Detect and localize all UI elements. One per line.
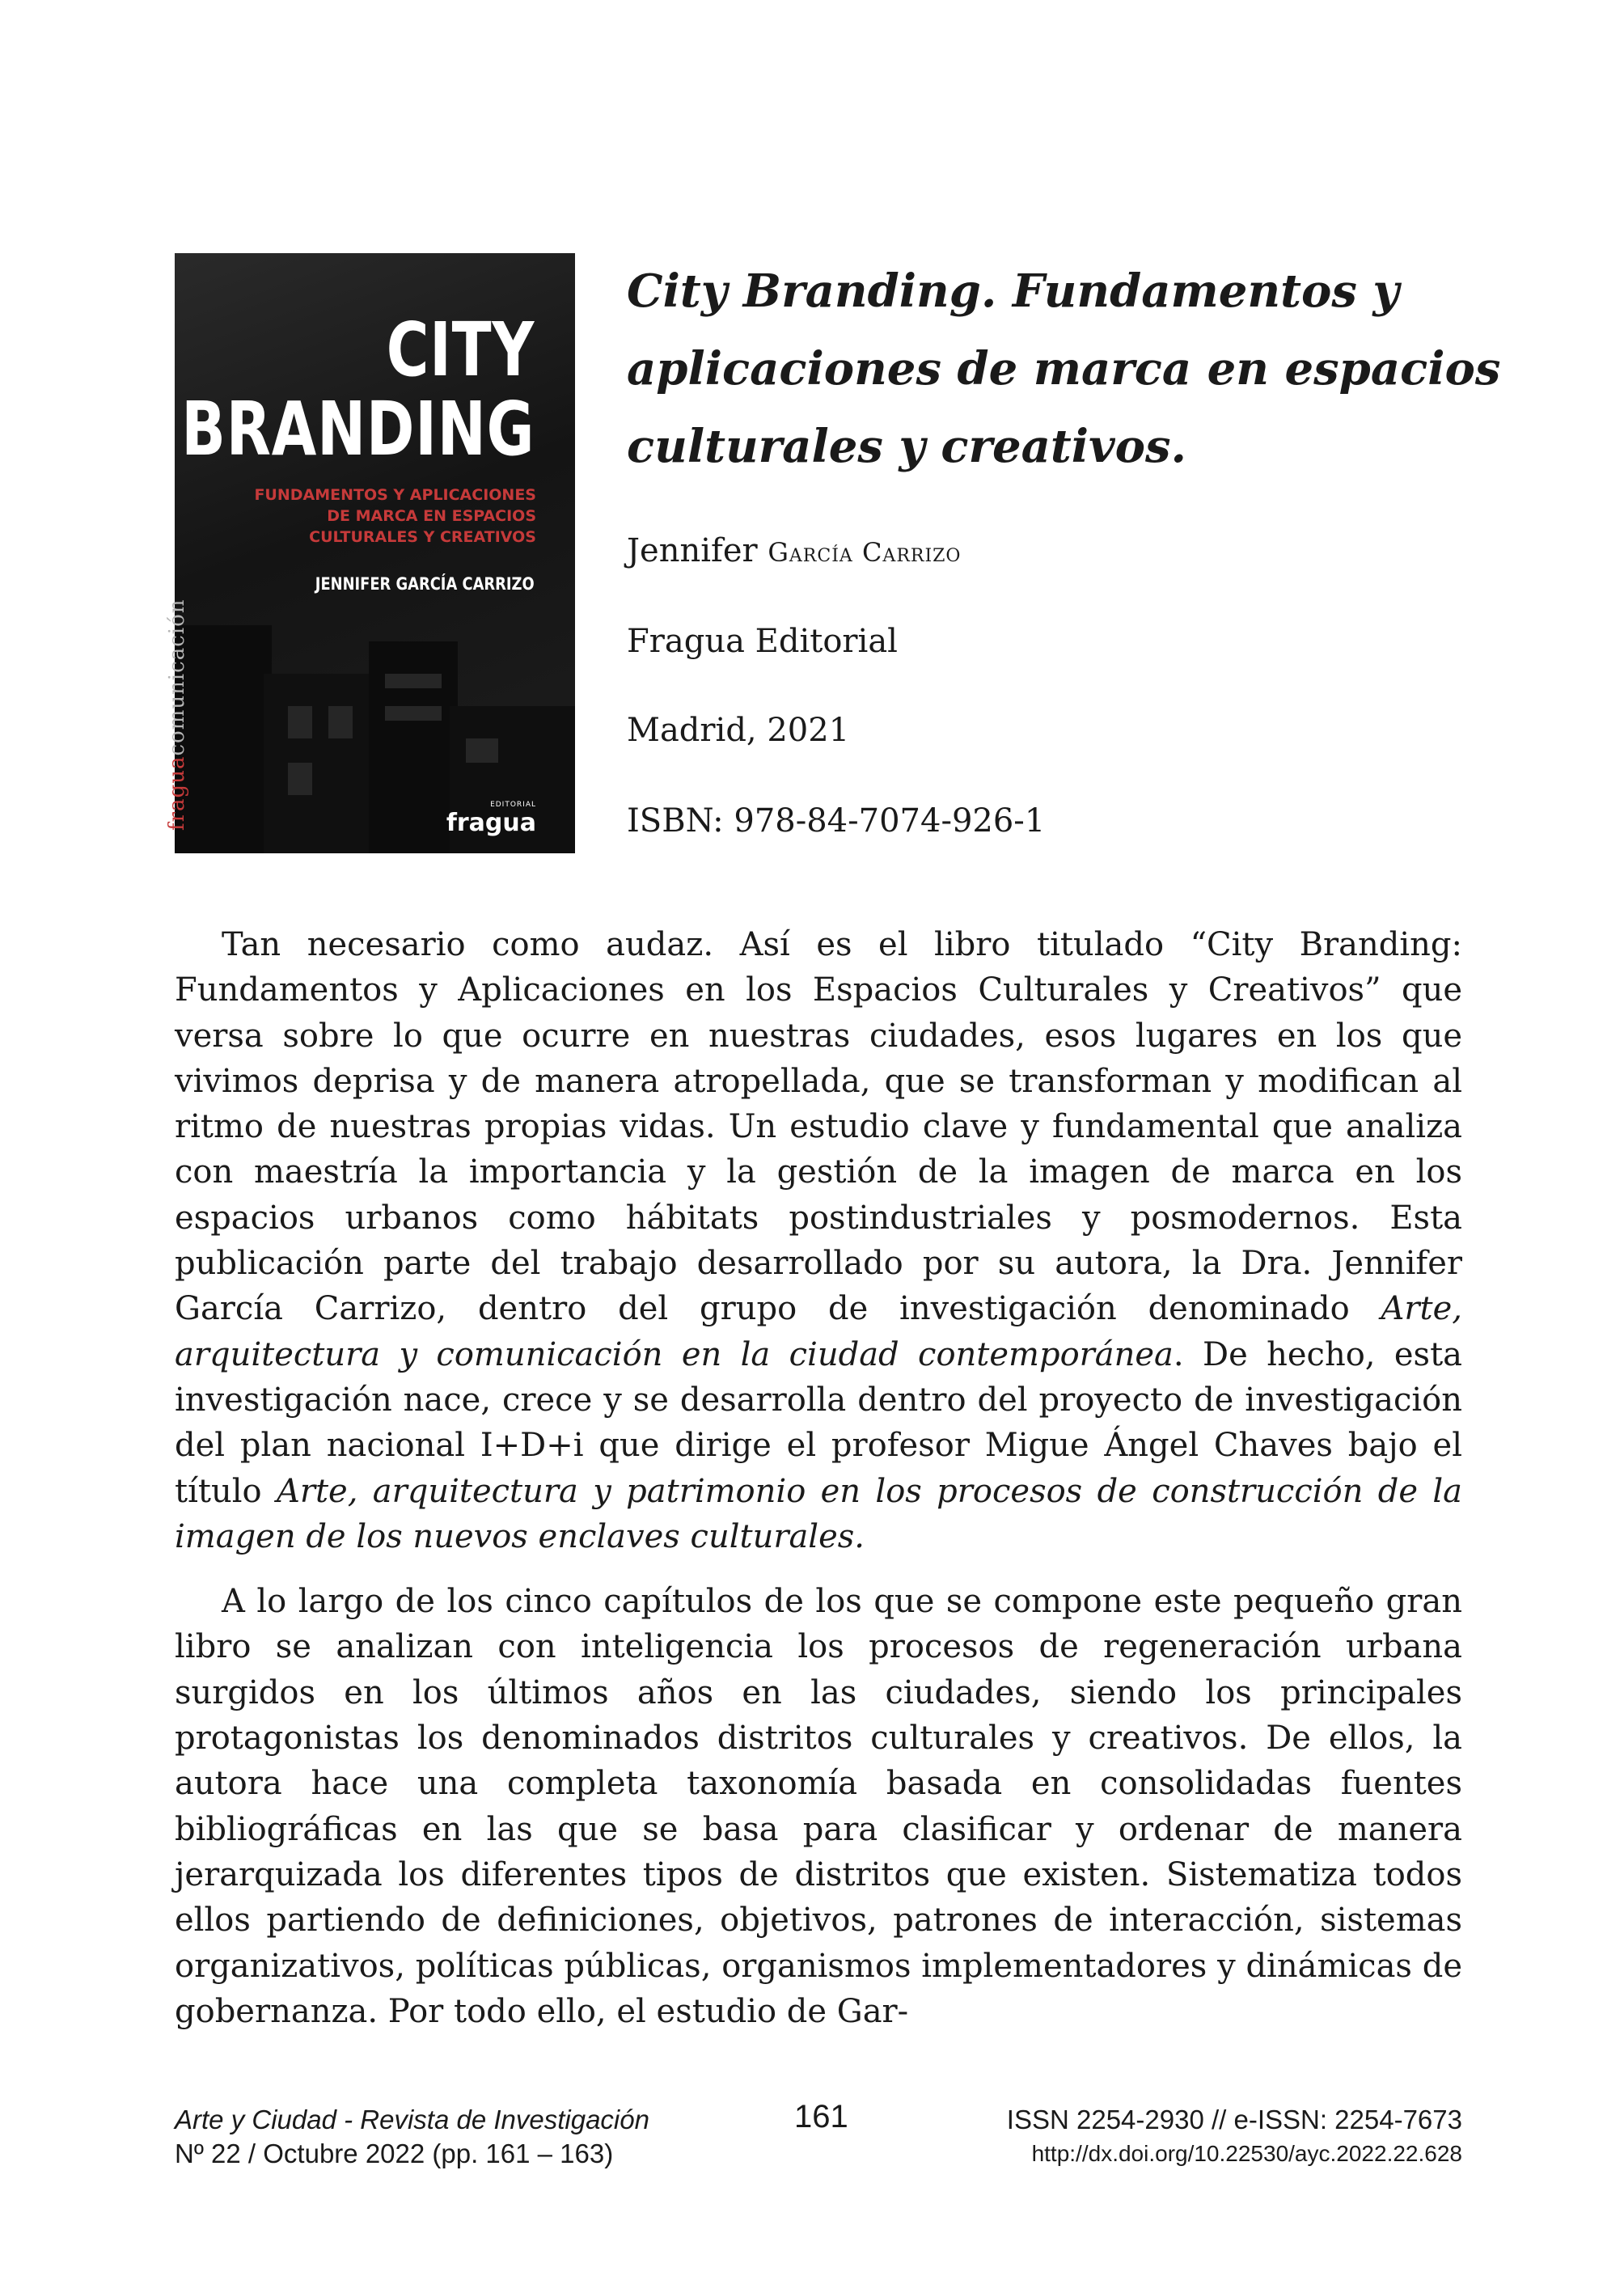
- journal-name: Arte y Ciudad - Revista de Investigación: [175, 2105, 649, 2134]
- page-number: 161: [794, 2099, 848, 2134]
- journal-issn: ISSN 2254-2930 // e-ISSN: 2254-7673: [1006, 2105, 1462, 2134]
- book-title: City Branding. Fundamentos y aplicaciones de marca en espacios culturales y creativos.: [627, 264, 1501, 473]
- paragraph-1: Tan necesario como audaz. Así es el libro titulado “City Branding: Fundamentos y Aplicaciones en los Espacios Culturales y Creativos” que versa sobre lo que ocurre en nuestras ciudades, esos lugares en los que vivimos deprisa y de manera atropellada, que se transforman y modifican al ritmo de nuestras propias vidas. Un estudio clave y fundamental que analiza con maestría la importancia y la gestión de la imagen de marca en los espacios urbanos como hábitats postindustriales y posmodernos. Esta publicación parte del trabajo desarrollado por su autora, la Dra. Jennifer García Carrizo, dentro del grupo de investigación denominado Arte, arquitectura y comunicación en la ciudad contemporánea. De hecho, esta investigación nace, crece y se desarrolla dentro del proyecto de investigación del plan nacional I+D+i que dirige el profesor Migue Ángel Chaves bajo el título Arte, arquitectura y patrimonio en los procesos de construcción de la imagen de los nuevos enclaves culturales.: [175, 926, 1463, 1555]
- cover-subtitle: FUNDAMENTOS Y APLICACIONES DE MARCA EN ESPACIOS CULTURALES Y CREATIVOS: [254, 486, 536, 546]
- book-publisher: Fragua Editorial: [627, 623, 898, 660]
- book-isbn: ISBN: 978-84-7074-926-1: [627, 802, 1046, 840]
- author-surname: García Carrizo: [768, 537, 962, 568]
- cover-title-line2: BRANDING: [180, 386, 535, 472]
- cover-author: JENNIFER GARCÍA CARRIZO: [315, 574, 535, 594]
- doi-link[interactable]: http://dx.doi.org/10.22530/ayc.2022.22.628: [1031, 2141, 1462, 2166]
- page-footer: [175, 2099, 1462, 2176]
- publisher-logo: EDITORIAL fragua: [446, 801, 536, 837]
- book-place-year: Madrid, 2021: [627, 712, 850, 749]
- book-cover-image: [165, 253, 575, 853]
- project-title: Arte, arquitectura y patrimonio en los procesos de construcción de la imagen de los nuevos enclaves culturales.: [175, 1472, 1463, 1555]
- journal-issue: Nº 22 / Octubre 2022 (pp. 161 – 163): [175, 2139, 614, 2168]
- cover-title-line1: CITY: [386, 307, 535, 393]
- paragraph-2: A lo largo de los cinco capítulos de los que se compone este pequeño gran libro se analizan con inteligencia los procesos de regeneración urbana surgidos en los últimos años en las ciudades, siendo los principales protagonistas los denominados distritos culturales y creativos. De ellos, la autora hace una completa taxonomía basada en consolidadas fuentes bibliográficas en las que se basa para clasificar y ordenar de manera jerarquizada los diferentes tipos de distritos que existen. Sistematiza todos ellos partiendo de definiciones, objetivos, patrones de interacción, sistemas organizativos, políticas públicas, organismos implementadores y dinámicas de gobernanza. Por todo ello, el estudio de Gar-: [175, 1583, 1462, 2030]
- review-body: [175, 922, 1462, 2054]
- book-author: Jennifer García Carrizo: [627, 532, 962, 569]
- cover-spine-text: fraguacomunicación: [165, 599, 189, 831]
- research-group-title: Arte, arquitectura y comunicación en la ciudad contemporánea: [175, 1290, 1462, 1373]
